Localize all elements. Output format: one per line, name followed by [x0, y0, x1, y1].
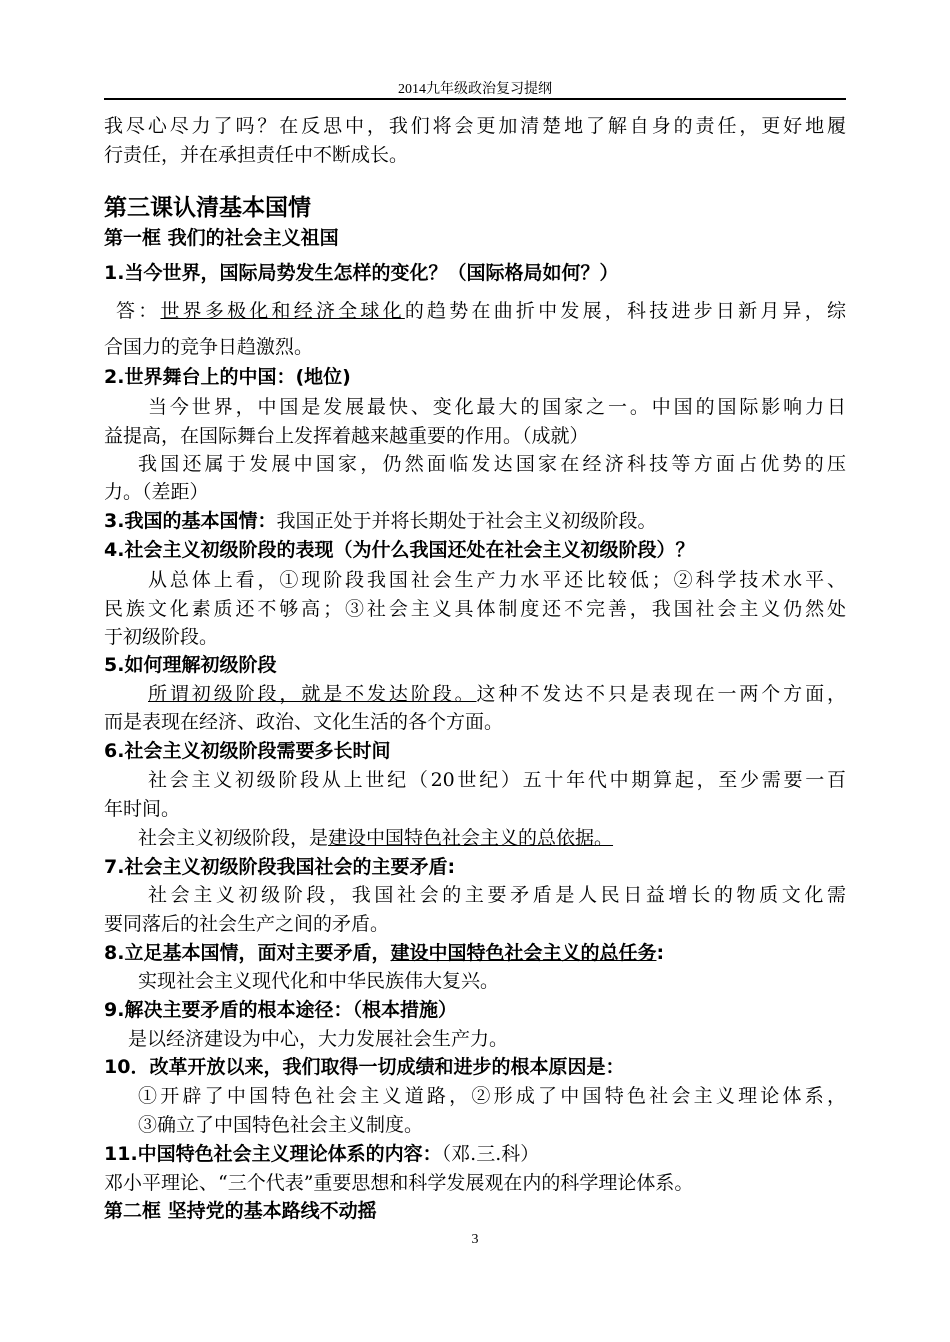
lesson-title: 第三课认清基本国情: [104, 195, 311, 221]
answer-line: [148, 680, 846, 709]
answer-line: 我国还属于发展中国家，仍然面临发达国家在经济科技等方面占优势的压: [138, 453, 846, 475]
answer-line: 社会主义初级阶段从上世纪（20世纪）五十年代中期算起，至少需要一百: [148, 769, 846, 791]
answer-line: 于初级阶段。: [104, 626, 219, 648]
question-heading: 4.社会主义初级阶段的表现（为什么我国还处在社会主义初级阶段）？: [104, 539, 695, 561]
answer-line: 要同落后的社会生产之间的矛盾。: [104, 913, 390, 935]
answer-line: [116, 297, 846, 326]
answer-line: [138, 824, 846, 853]
underlined-text: 建设中国特色社会主义的总依据。: [328, 827, 614, 849]
answer-line: ①开辟了中国特色社会主义道路，②形成了中国特色社会主义理论体系，: [138, 1085, 846, 1107]
answer-text: 这种不发达不只是表现在一两个方面，: [476, 683, 846, 705]
question-heading: 2.世界舞台上的中国：(地位): [104, 366, 351, 388]
answer-line: 当今世界，中国是发展最快、变化最大的国家之一。中国的国际影响力日: [148, 396, 846, 418]
question-text: :: [656, 942, 665, 964]
question-heading: 11.中国特色社会主义理论体系的内容：: [104, 1143, 442, 1165]
underlined-text: 所谓初级阶段，就是不发达阶段。: [148, 683, 477, 705]
frame-title: 第二框 坚持党的基本路线不动摇: [104, 1200, 377, 1222]
answer-text: 我国正处于并将长期处于社会主义初级阶段。: [276, 510, 657, 532]
answer-line: 合国力的竞争日趋激烈。: [104, 336, 314, 358]
question-note: （邓.三.科）: [441, 1143, 540, 1165]
answer-line: 是以经济建设为中心，大力发展社会生产力。: [128, 1028, 509, 1050]
frame-title: 第一框 我们的社会主义祖国: [104, 227, 339, 249]
question-line: [104, 507, 846, 536]
question-line: [104, 1140, 846, 1169]
answer-line: 民族文化素质还不够高；③社会主义具体制度还不完善，我国社会主义仍然处: [104, 598, 846, 620]
answer-line: 益提高，在国际舞台上发挥着越来越重要的作用。（成就）: [104, 425, 589, 447]
question-text: 8.立足基本国情，面对主要矛盾，: [104, 942, 391, 964]
answer-line: 力。（差距）: [104, 481, 209, 503]
answer-line: ③确立了中国特色社会主义制度。: [138, 1114, 424, 1136]
page-number: 3: [471, 1232, 479, 1247]
question-heading: 1.当今世界，国际局势发生怎样的变化？（国际格局如何？）: [104, 262, 619, 284]
header-rule: [104, 98, 846, 100]
answer-line: 实现社会主义现代化和中华民族伟大复兴。: [138, 970, 500, 992]
answer-line: 年时间。: [104, 798, 181, 820]
question-heading: 3.我国的基本国情：: [104, 510, 277, 532]
paragraph-line: 行责任，并在承担责任中不断成长。: [104, 144, 409, 166]
question-heading: 6.社会主义初级阶段需要多长时间: [104, 740, 391, 762]
question-heading: 5.如何理解初级阶段: [104, 654, 277, 676]
answer-prefix: 答：: [116, 300, 161, 322]
underlined-text: 建设中国特色社会主义的总任务: [390, 942, 657, 964]
answer-text: 的趋势在曲折中发展，科技进步日新月异，综: [404, 300, 846, 322]
question-heading: 9.解决主要矛盾的根本途径：（根本措施）: [104, 999, 457, 1021]
paragraph-line: 我尽心尽力了吗？在反思中，我们将会更加清楚地了解自身的责任，更好地履: [104, 115, 846, 137]
question-heading: [104, 939, 846, 968]
answer-line: 从总体上看，①现阶段我国社会生产力水平还比较低；②科学技术水平、: [148, 569, 846, 591]
page-header: 2014九年级政治复习提纲: [398, 82, 552, 97]
answer-line: 社会主义初级阶段，我国社会的主要矛盾是人民日益增长的物质文化需: [148, 884, 846, 906]
question-heading: 10．改革开放以来，我们取得一切成绩和进步的根本原因是：: [104, 1056, 625, 1078]
answer-text: 社会主义初级阶段，是: [138, 827, 329, 849]
answer-line: 而是表现在经济、政治、文化生活的各个方面。: [104, 711, 504, 733]
question-heading: 7.社会主义初级阶段我国社会的主要矛盾:: [104, 856, 456, 878]
underlined-text: 世界多极化和经济全球化: [160, 300, 405, 322]
answer-line: 邓小平理论、“三个代表”重要思想和科学发展观在内的科学理论体系。: [104, 1172, 694, 1194]
